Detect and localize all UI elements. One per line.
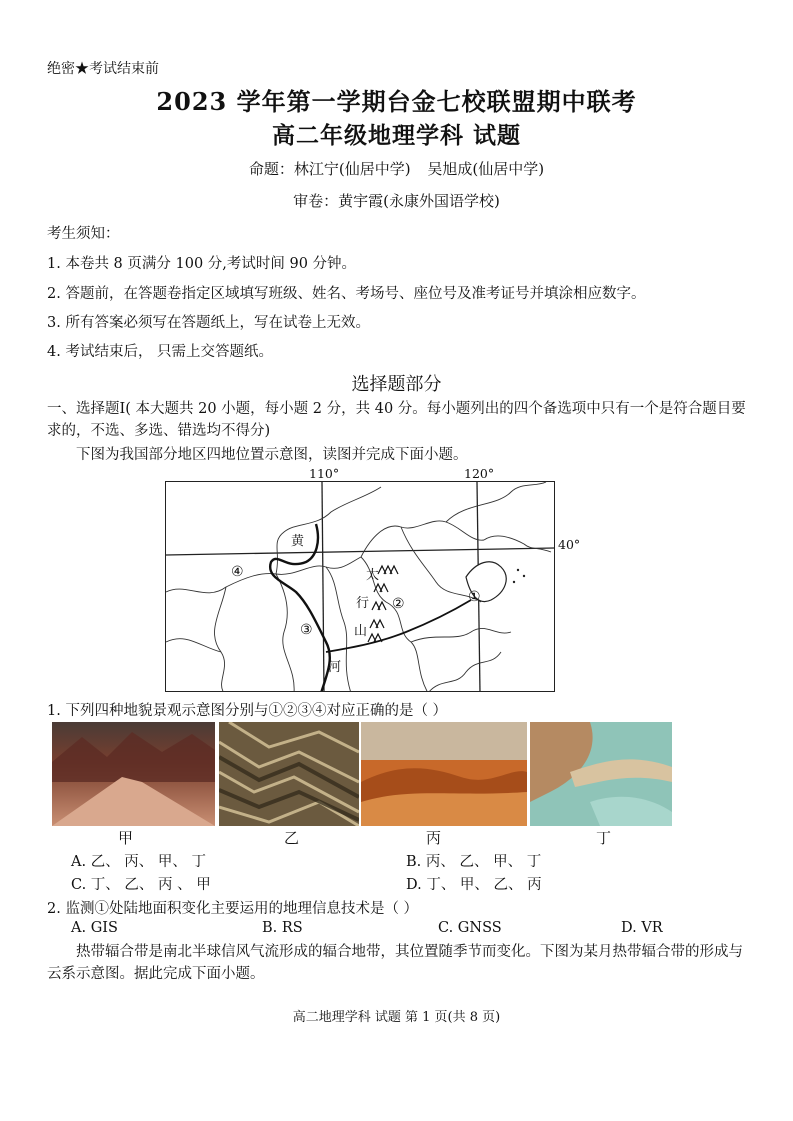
location-map — [165, 481, 555, 692]
q2-option-b[interactable]: B. RS — [262, 920, 303, 936]
photo-ding — [530, 722, 672, 826]
passage-itcz: 热带辐合带是南北半球信风气流形成的辐合地带，其位置随季节而变化。下图为某月热带辐合带的形成与云系示意图。据此完成下面小题。 — [47, 944, 743, 982]
question-1-stem: 1. 下列四种地貌景观示意图分别与①②③④对应正确的是（ ） — [47, 703, 448, 719]
author-secondary: 吴旭成(仙居中学) — [427, 160, 545, 178]
caption-bing: 丙 — [426, 829, 442, 847]
caption-ding: 丁 — [596, 829, 612, 847]
taihang-label-3: 山 — [354, 624, 368, 639]
photo-bing-image — [361, 722, 527, 826]
caption-yi: 乙 — [284, 829, 300, 847]
map-intro: 下图为我国部分地区四地位置示意图，读图并完成下面小题。 — [76, 447, 468, 463]
notice-item-4: 4. 考试结束后， 只需上交答题纸。 — [47, 344, 274, 360]
author-primary: 命题：林江宁(仙居中学) — [248, 160, 411, 178]
lat-40-line — [166, 548, 555, 555]
photo-bing — [361, 722, 527, 826]
taihang-label-1: 太 — [366, 568, 380, 583]
part1-instruction: 一、选择题Ⅰ( 本大题共 20 小题，每小题 2 分，共 40 分。每小题列出的四个备选项中只有一个是符合题目要求的，不选、多选、错选均不得分) — [47, 401, 746, 439]
lon-110-label: 110° — [309, 466, 340, 481]
reviewer-line: 审卷：黄宇霞(永康外国语学校) — [293, 192, 500, 210]
section-title: 选择题部分 — [351, 374, 442, 395]
q1-option-b[interactable]: B. 丙、 乙、 甲、 丁 — [406, 854, 542, 870]
notice-heading: 考生须知： — [47, 226, 120, 242]
yellow-river-label-2: 河 — [328, 660, 342, 675]
q2-option-d[interactable]: D. VR — [621, 920, 663, 936]
q1-option-a[interactable]: A. 乙、 丙、 甲、 丁 — [71, 854, 207, 870]
question-2-stem: 2. 监测①处陆地面积变化主要运用的地理信息技术是（ ） — [47, 901, 419, 917]
confidential-label: 绝密★考试结束前 — [47, 61, 159, 77]
marker-1: ① — [468, 589, 481, 605]
photo-jia — [52, 722, 215, 826]
caption-jia: 甲 — [118, 829, 134, 847]
q2-option-a[interactable]: A. GIS — [71, 920, 118, 936]
marker-3: ③ — [300, 622, 313, 638]
marker-4: ④ — [231, 564, 244, 580]
notice-item-3: 3. 所有答案必须写在答题纸上，写在试卷上无效。 — [47, 315, 370, 331]
q1-option-d[interactable]: D. 丁、 甲、 乙、 丙 — [406, 877, 542, 893]
yellow-river-label-1: 黄 — [291, 534, 305, 549]
island-dots — [513, 569, 525, 583]
author-line — [0, 158, 793, 179]
photo-yi — [219, 722, 359, 826]
lon-120-label: 120° — [464, 466, 495, 481]
taihang-label-2: 行 — [356, 596, 370, 611]
q1-option-c[interactable]: C. 丁、 乙、 丙 、 甲 — [71, 877, 211, 893]
lat-40-label: 40° — [558, 537, 581, 552]
exam-title: 2023 学年第一学期台金七校联盟期中联考 — [156, 87, 637, 116]
photo-ding-image — [530, 722, 672, 826]
q2-option-c[interactable]: C. GNSS — [438, 920, 502, 936]
marker-2: ② — [392, 596, 405, 612]
page-footer: 高二地理学科 试题 第 1 页(共 8 页) — [292, 1010, 501, 1025]
photo-jia-image — [52, 722, 215, 826]
notice-item-2: 2. 答题前，在答题卷指定区域填写班级、姓名、考场号、座位号及准考证号并填涂相应数字。 — [47, 286, 646, 302]
notice-item-1: 1. 本卷共 8 页满分 100 分,考试时间 90 分钟。 — [47, 256, 357, 272]
map-graphic — [166, 482, 555, 692]
yellow-river — [270, 524, 330, 692]
photo-yi-image — [219, 722, 359, 826]
exam-subtitle: 高二年级地理学科 试题 — [271, 122, 521, 149]
lon-110-line — [322, 482, 324, 692]
